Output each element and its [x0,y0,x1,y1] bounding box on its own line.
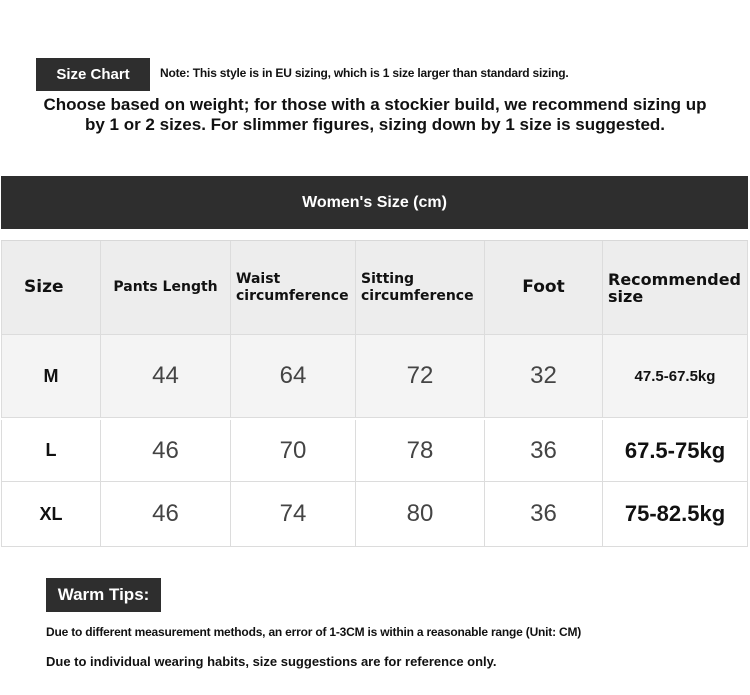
size-cell: L [45,440,57,460]
column-header-label: Foot [522,277,565,297]
column-header-label: Pants Length [113,279,218,295]
size-cell: XL [39,503,63,524]
column-header-recommended [602,241,748,334]
column-header-label: Size [24,277,64,297]
tip-measurement-error: Due to different measurement methods, an error of 1-3CM is within a reasonable range (Unit: CM) [46,625,582,639]
recommended-weight-cell: 75-82.5kg [624,501,726,526]
pants-length-cell: 46 [152,500,179,527]
size-cell: M [43,365,59,386]
table-row [1,420,748,482]
column-header-sitting [355,241,484,334]
table-header-row [1,240,748,335]
size-table [1,240,748,547]
sitting-cell: 78 [406,436,434,464]
column-header-label: circumference [236,287,349,304]
column-header-size [1,241,100,334]
column-header-waist [230,241,355,334]
sitting-cell: 72 [406,362,434,389]
column-header-label: Waist [236,270,281,287]
size-chart-tag: Size Chart [36,58,150,91]
column-header-foot [484,241,602,334]
waist-cell: 70 [279,436,307,464]
column-header-label: circumference [361,287,474,304]
column-header-label: Sitting [361,270,415,287]
warm-tips-tag: Warm Tips: [46,578,161,612]
table-row [1,335,748,418]
waist-cell: 64 [279,362,307,389]
foot-cell: 32 [530,362,557,389]
column-header-pants-length [100,241,230,334]
recommended-weight-cell: 67.5-75kg [624,437,726,463]
recommended-weight-cell: 47.5-67.5kg [634,367,716,385]
tip-reference-only: Due to individual wearing habits, size suggestions are for reference only. [46,654,497,669]
column-header-label: size [608,286,644,306]
foot-cell: 36 [530,500,557,527]
sizing-advice [0,95,750,135]
waist-cell: 74 [279,500,307,527]
column-header-label: Recommended [608,269,741,289]
sizing-advice-line-1: Choose based on weight; for those with a stockier build, we recommend sizing up [43,95,707,114]
table-row [1,482,748,547]
pants-length-cell: 44 [152,362,179,389]
table-title: Women's Size (cm) [1,176,748,229]
sizing-advice-line-2: by 1 or 2 sizes. For slimmer figures, sizing down by 1 size is suggested. [84,115,666,134]
pants-length-cell: 46 [152,436,179,464]
eu-sizing-note: Note: This style is in EU sizing, which is 1 size larger than standard sizing. [160,66,569,80]
sitting-cell: 80 [406,500,434,527]
foot-cell: 36 [530,436,557,464]
